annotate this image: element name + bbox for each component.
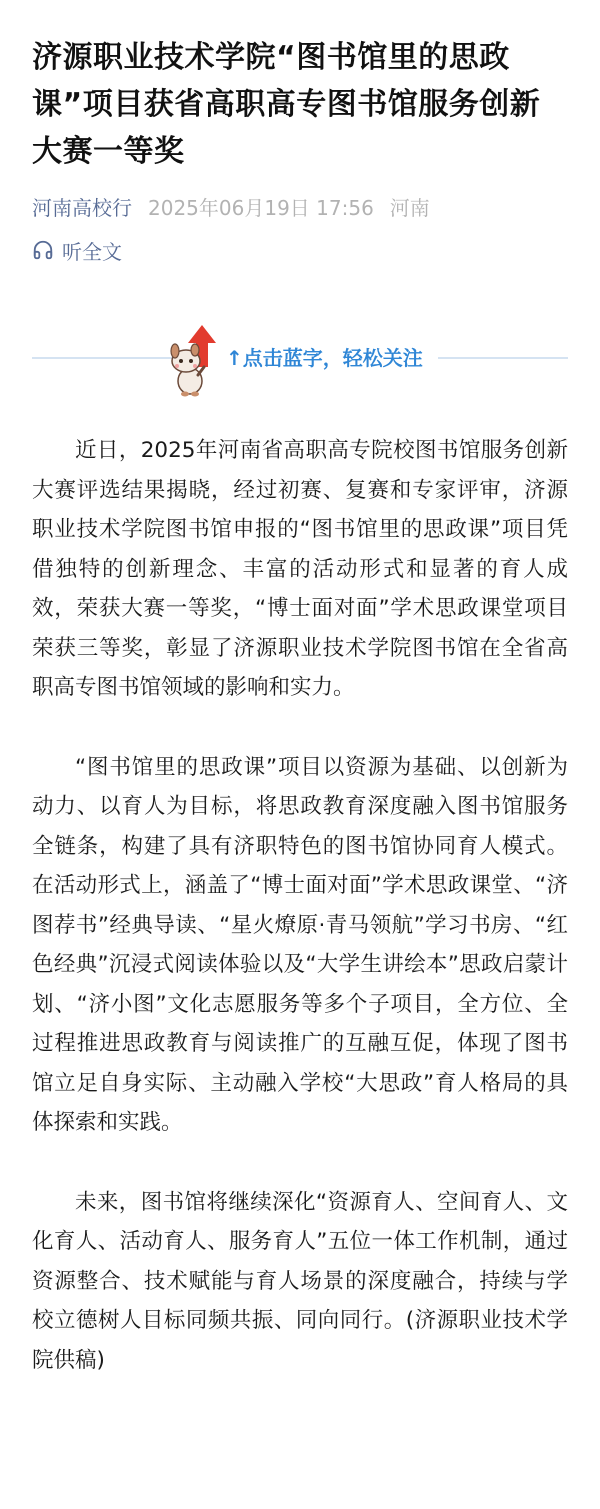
article-paragraph-3: 未来，图书馆将继续深化“资源育人、空间育人、文化育人、活动育人、服务育人”五位一体工作机制，通过资源整合、技术赋能与育人场景的深度融合，持续与学校立德树人目标同频共振、同向同行。(济源职业技术学院供稿) bbox=[32, 1189, 568, 1373]
article-paragraph-2: “图书馆里的思政课”项目以资源为基础、以创新为动力、以育人为目标，将思政教育深度融入图书馆服务全链条，构建了具有济职特色的图书馆协同育人模式。在活动形式上，涵盖了“博士面对面”学术思政课堂、“济图荐书”经典导读、“星火燎原·青马领航”学习书房、“红色经典”沉浸式阅读体验以及“大学生讲绘本”思政启蒙计划、“济小图”文化志愿服务等多个子项目，全方位、全过程推进思政教育与阅读推广的互融互促，体现了图书馆立足自身实际、主动融入学校“大思政”育人格局的具体探索和实践。 bbox=[32, 754, 568, 1135]
publish-datetime: 2025年06月19日 17:56 bbox=[148, 196, 374, 220]
account-name-link[interactable]: 河南高校行 bbox=[32, 196, 132, 220]
article-title: 济源职业技术学院“图书馆里的思政课”项目获省高职高专图书馆服务创新大赛一等奖 bbox=[32, 40, 541, 169]
publish-region: 河南 bbox=[389, 196, 430, 220]
follow-divider-right bbox=[438, 357, 568, 359]
headphones-icon bbox=[32, 239, 54, 261]
follow-banner[interactable] bbox=[32, 321, 568, 401]
listen-label: 听全文 bbox=[62, 239, 122, 264]
follow-prompt-text[interactable]: ↑点击蓝字，轻松关注 bbox=[226, 346, 423, 370]
article-meta bbox=[32, 193, 568, 223]
article-body bbox=[32, 431, 568, 1380]
mascot-pointing-up-icon bbox=[164, 321, 224, 401]
article-paragraph-1: 近日，2025年河南省高职高专院校图书馆服务创新大赛评选结果揭晓，经过初赛、复赛和专家评审，济源职业技术学院图书馆申报的“图书馆里的思政课”项目凭借独特的创新理念、丰富的活动形式和显著的育人成效，荣获大赛一等奖，“博士面对面”学术思政课堂项目荣获三等奖，彰显了济源职业技术学院图书馆在全省高职高专图书馆领域的影响和实力。 bbox=[32, 438, 568, 700]
follow-divider-left bbox=[32, 357, 172, 359]
listen-full-text-button[interactable] bbox=[32, 235, 568, 265]
